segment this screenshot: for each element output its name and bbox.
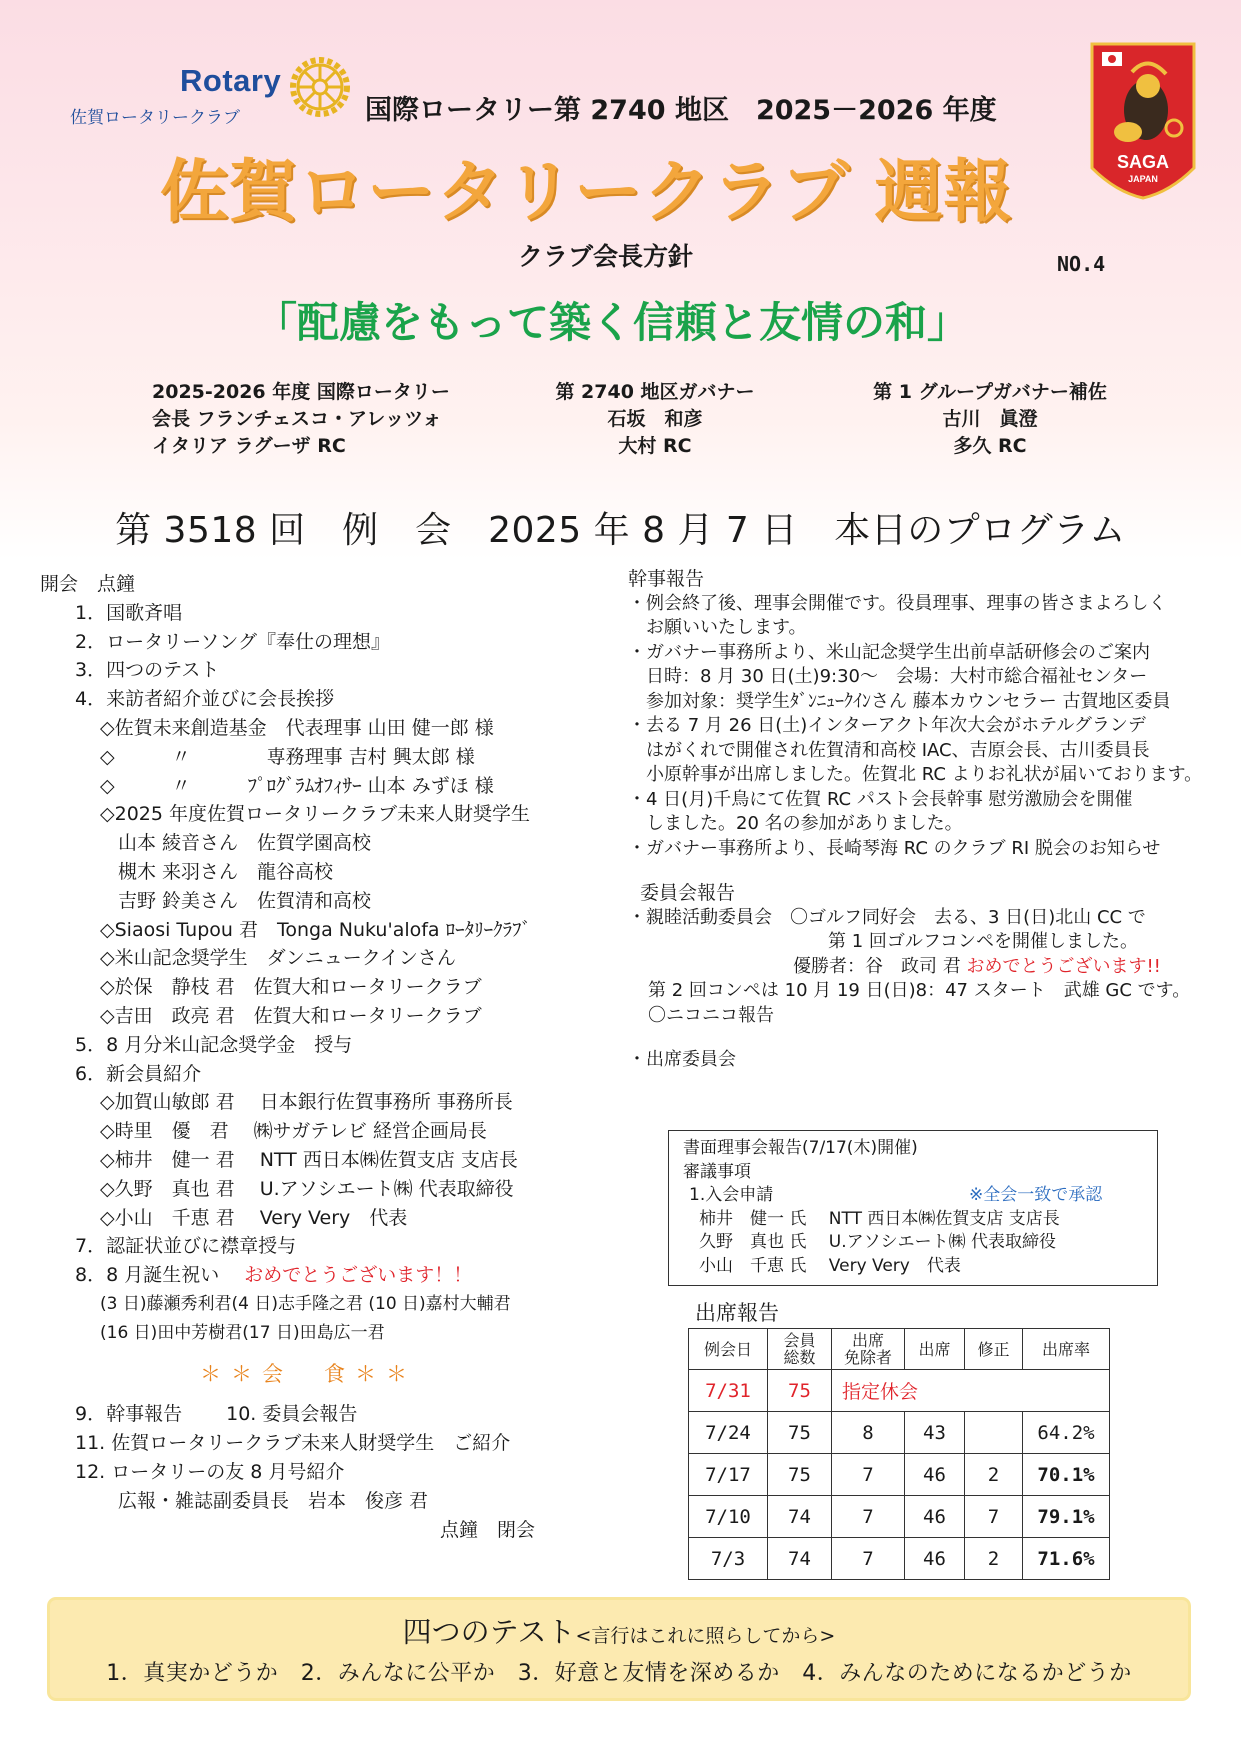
cell-present: 46 [905,1538,965,1580]
policy-label: クラブ会長方針 [518,242,694,271]
visitor-entry: ◇2025 年度佐賀ロータリークラブ未来人財奨学生 [100,803,531,826]
birthday-list: (3 日)藤瀬秀利君(4 日)志手隆之君 (10 日)嘉村大輔君 [100,1293,511,1314]
program-open: 開会 点鐘 [40,573,136,595]
committee-title: 委員会報告 [640,882,736,904]
rotary-wheel-icon [288,55,352,119]
col-header [832,1329,905,1370]
cell-rate: 64.2% [1023,1412,1110,1454]
logo-subtitle: 佐賀ロータリークラブ [70,108,240,128]
program-item: 12. ロータリーの友 8 月号紹介 [75,1460,345,1483]
committee-winner: 優勝者：谷 政司 君 おめでとうございます!! [793,955,1161,977]
cell-total: 75 [768,1370,832,1412]
secretary-line: ・ガバナー事務所より、米山記念奨学生出前卓話研修会のご案内 [628,641,1150,663]
official-ri-president: 2025-2026 年度 国際ロータリー 会長 フランチェスコ・アレッツォ イタリア ラグーザ RC [152,381,450,457]
new-member-entry: ◇加賀山敏郎 君 日本銀行佐賀事務所 事務所長 [100,1091,513,1114]
attendance-row [689,1454,1110,1496]
board-member: 柿井 健一 氏 NTT 西日本㈱佐賀支店 支店長 [699,1208,1060,1229]
attendance-row [689,1496,1110,1538]
emblem-text: SAGA [1116,152,1170,172]
board-title: 書面理事会報告(7/17(木)開催) [683,1138,918,1158]
program-item: 3．四つのテスト [75,659,220,682]
program-item: 2．ロータリーソング『奉仕の理想』 [75,630,390,653]
secretary-line: しました。20 名の参加がありました。 [628,813,963,834]
cell-total: 75 [768,1412,832,1454]
saga-emblem-icon [1088,40,1198,200]
col-header [768,1329,832,1370]
secretary-line: ・4 日(月)千鳥にて佐賀 RC パスト会長幹事 慰労激励会を開催 [628,788,1133,810]
attendance-header-row [689,1329,1110,1370]
president-slogan: 「配慮をもって築く信頼と友情の和」 [255,298,970,347]
col-header-b: 免除者 [843,1348,892,1367]
secretary-line: ・ガバナー事務所より、長崎琴海 RC のクラブ RI 脱会のお知らせ [628,837,1161,859]
secretary-title: 幹事報告 [628,568,705,590]
program-item-birthday: 8．8 月誕生祝い おめでとうございます！！ [75,1264,473,1287]
winner-congrats: おめでとうございます!! [966,955,1161,977]
cell-exempt: 8 [832,1412,905,1454]
cell-makeup: 2 [965,1538,1023,1580]
secretary-line: ・例会終了後、理事会開催です。役員理事、理事の皆さまよろしく [628,592,1167,614]
col-header: 修正 [965,1329,1023,1370]
secretary-line: お願いいたします。 [628,617,807,638]
col-header: 出席率 [1023,1329,1110,1370]
board-member: 小山 千恵 氏 Very Very 代表 [699,1255,961,1276]
cell-makeup: 2 [965,1454,1023,1496]
secretary-line: 参加対象：奨学生ﾀﾞﾝﾆｭｰｸｲﾝさん 藤本カウンセラー 古賀地区委員 [628,690,1171,712]
cell-exempt: 7 [832,1454,905,1496]
cell-exempt: 7 [832,1496,905,1538]
cell-date: 7/3 [689,1538,768,1580]
col-header-a: 出席 [851,1331,884,1350]
program-list [40,570,600,1544]
issue-number: NO.4 [1057,252,1106,276]
secretary-line: 日時：8 月 30 日(土)9:30～ 会場：大村市総合福祉センター [628,666,1148,687]
program-item: 1．国歌斉唱 [75,601,183,624]
scholar-entry: 山本 綾音さん 佐賀学園高校 [118,832,372,855]
cell-present: 46 [905,1496,965,1538]
visitor-entry: ◇於保 静枝 君 佐賀大和ロータリークラブ [100,976,482,999]
secretary-line: はがくれで開催され佐賀清和高校 IAC、吉原会長、古川委員長 [628,739,1150,761]
four-way-test-box [50,1600,1188,1698]
visitor-entry: ◇Siaosi Tupou 君 Tonga Nuku'alofa ﾛｰﾀﾘｰｸﾗﾌﾞ [100,918,532,941]
board-meeting-box [668,1130,1158,1286]
new-member-entry: ◇柿井 健一 君 NTT 西日本㈱佐賀支店 支店長 [100,1148,518,1171]
cell-rate: 79.1% [1023,1496,1110,1538]
program-item: 4．来訪者紹介並びに会長挨拶 [75,688,335,711]
committee-line: 〇ニコニコ報告 [648,1004,774,1026]
board-item: 1.入会申請 ※全会一致で承認 [683,1184,1143,1208]
cell-makeup: 7 [965,1496,1023,1538]
four-way-test-heading [50,1610,1188,1651]
visitor-entry: ◇ 〃 ﾌﾟﾛｸﾞﾗﾑｵﾌｨｻｰ 山本 みずほ 様 [100,774,494,797]
committee-line: 第 2 回コンペは 10 月 19 日(日)8：47 スタート 武雄 GC です。 [648,980,1191,1001]
attendance-title: 出席報告 [695,1301,779,1325]
col-header-a: 会員 [783,1331,816,1350]
visitor-entry: ◇佐賀未来創造基金 代表理事 山田 健一郎 様 [100,716,494,739]
cell-total: 74 [768,1496,832,1538]
new-member-entry: ◇小山 千恵 君 Very Very 代表 [100,1206,408,1229]
attendance-row [689,1412,1110,1454]
official-assistant-governor: 第 1 グループガバナー補佐 古川 眞澄 多久 RC [873,381,1107,457]
cell-present: 46 [905,1454,965,1496]
new-member-entry: ◇久野 真也 君 U.アソシエート㈱ 代表取締役 [100,1177,514,1200]
meal-break: ＊＊会 食＊＊ [200,1361,417,1386]
meeting-line: 第 3518 回 例 会 2025 年 8 月 7 日 本日のプログラム [115,510,1126,551]
attendance-row [689,1538,1110,1580]
board-sub: 審議事項 [683,1161,751,1182]
board-member: 久野 真也 氏 U.アソシエート㈱ 代表取締役 [699,1232,1057,1252]
program-item: 11. 佐賀ロータリークラブ未来人財奨学生 ご紹介 [75,1432,511,1455]
cell-present: 43 [905,1412,965,1454]
secretary-line: ・去る 7 月 26 日(土)インターアクト年次大会がホテルグランデ [628,715,1146,736]
program-item: 6．新会員紹介 [75,1062,202,1085]
cell-total: 75 [768,1454,832,1496]
program-item: 9．幹事報告 10. 委員会報告 [75,1403,358,1426]
committee-line: 第 1 回ゴルフコンペを開催しました。 [828,931,1138,952]
col-header-b: 総数 [783,1348,816,1367]
cell-exempt: 7 [832,1538,905,1580]
program-item: 5．8 月分米山記念奨学金 授与 [75,1033,353,1056]
program-item: 7．認証状並びに襟章授与 [75,1235,297,1258]
page-title: 佐賀ロータリークラブ 週報 [160,153,1013,232]
committee-line: ・出席委員会 [628,1049,736,1070]
cell-date: 7/10 [689,1496,768,1538]
secretary-line: 小原幹事が出席しました。佐賀北 RC よりお礼状が届いております。 [628,764,1203,785]
attendance-table [688,1328,1110,1580]
cell-total: 74 [768,1538,832,1580]
visitor-entry: ◇ 〃 専務理事 吉村 興太郎 様 [100,745,475,768]
committee-line: ・親睦活動委員会 〇ゴルフ同好会 去る、3 日(日)北山 CC で [628,906,1146,928]
four-way-test-items: 1．真実かどうか 2．みんなに公平か 3．好意と友情を深めるか 4．みんなのためになるかどうか [106,1661,1132,1686]
program-close: 点鐘 閉会 [440,1518,536,1541]
cell-makeup [965,1412,1023,1454]
cell-date: 7/24 [689,1412,768,1454]
cell-rate: 71.6% [1023,1538,1110,1580]
scholar-entry: 槻木 来羽さん 龍谷高校 [118,860,334,883]
official-district-governor: 第 2740 地区ガバナー 石坂 和彦 大村 RC [555,381,755,457]
logo-word: Rotary [180,63,282,98]
birthday-list: (16 日)田中芳樹君(17 日)田島広一君 [100,1322,385,1343]
birthday-congrats: おめでとうございます！！ [244,1264,473,1287]
cell-date: 7/17 [689,1454,768,1496]
reports [628,567,1228,1073]
cell-rate: 70.1% [1023,1454,1110,1496]
cell-holiday-note: 指定休会 [832,1370,1110,1412]
visitor-entry: ◇米山記念奨学生 ダンニュークインさん [100,947,456,970]
attendance-holiday-row [689,1370,1110,1412]
board-approval: ※全会一致で承認 [969,1185,1103,1205]
four-way-test-subtitle: <言行はこれに照らしてから> [575,1625,836,1647]
four-way-test-title: 四つのテスト [402,1615,576,1649]
new-member-entry: ◇時里 優 君 ㈱サガテレビ 経営企画局長 [100,1120,487,1143]
scholar-entry: 吉野 鈴美さん 佐賀清和高校 [118,889,372,912]
program-item-sub: 広報・雑誌副委員長 岩本 俊彦 君 [118,1489,429,1512]
cell-date: 7/31 [689,1370,768,1412]
district-line: 国際ロータリー第 2740 地区 2025－2026 年度 [365,95,997,126]
col-header: 例会日 [689,1329,768,1370]
col-header: 出席 [905,1329,965,1370]
visitor-entry: ◇吉田 政亮 君 佐賀大和ロータリークラブ [100,1004,482,1027]
emblem-subtext: JAPAN [1128,174,1158,184]
